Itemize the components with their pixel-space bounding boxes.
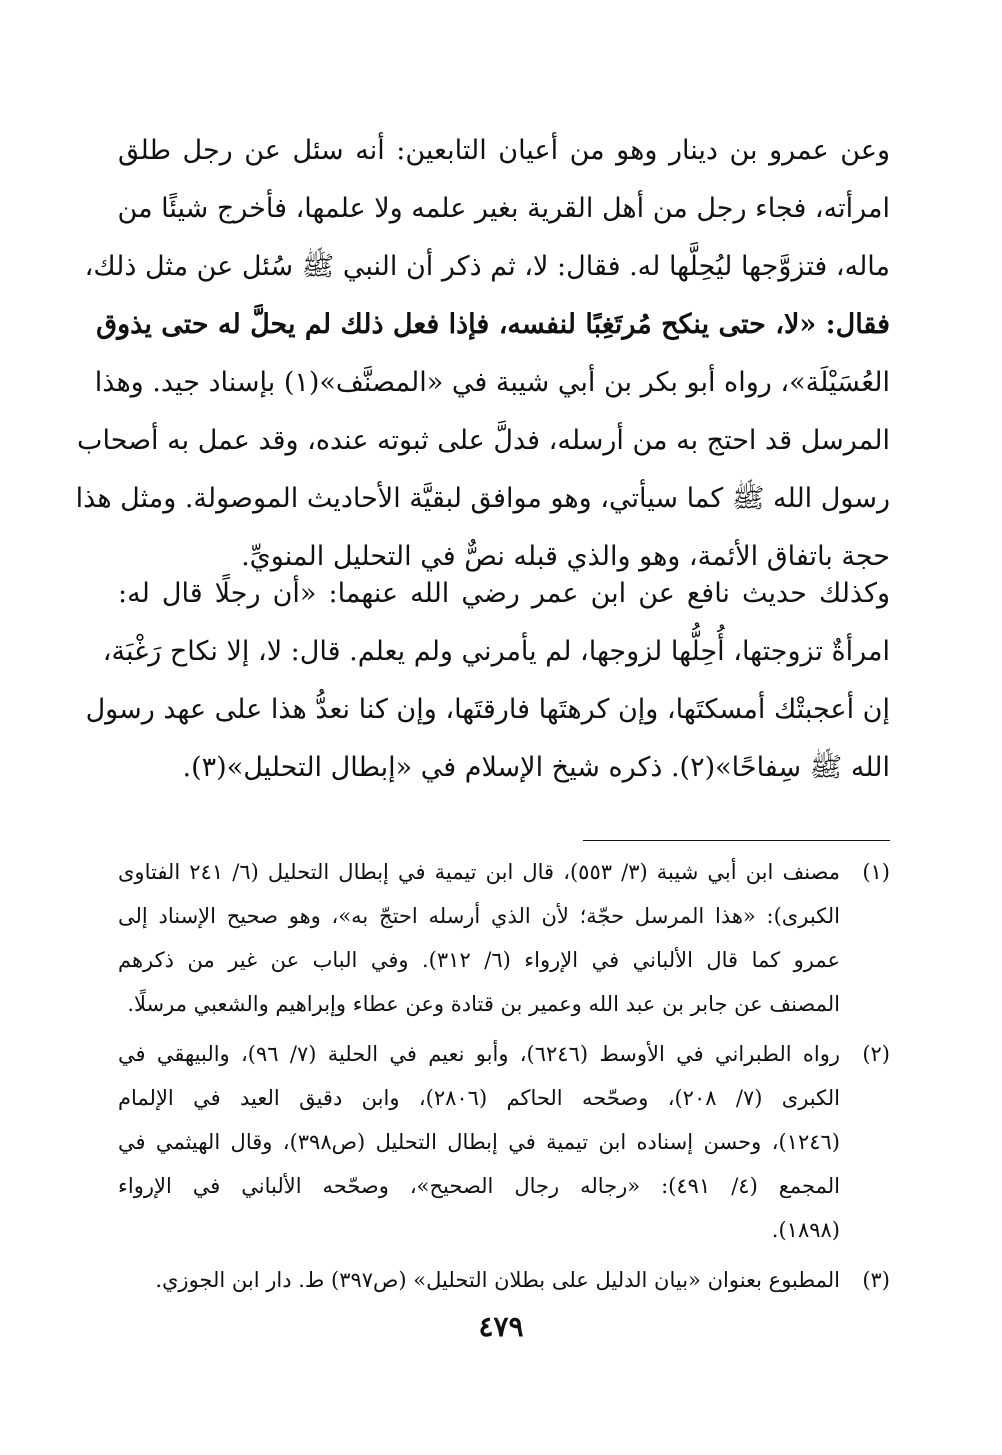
text-line: امرأةٌ تزوجتها، أُحِلُّها لزوجها، لم يأمرني ولم يعلم. قال: لا، إلا نكاح رَغْبَة، [102,636,890,667]
text-line: الله ﷺ سِفاحًا»(٢). ذكره شيخ الإسلام في «إبطال التحليل»(٣). [182,752,890,783]
footnote-line: (١٨٩٨). [771,1218,840,1242]
footnote-line: عمرو كما قال الألباني في الإرواء (٦/ ٣١٢). وفي الباب عن غير من ذكرهم [118,948,841,972]
footnote-body [118,850,840,1026]
footnote-line: الكبرى): «هذا المرسل حجّة؛ لأن الذي أرسله احتجّ به»، وهو صحيح الإسناد إلى [118,904,840,928]
text-line: العُسَيْلَة»، رواه أبو بكر بن أبي شيبة في «المصنَّف»(١) بإسناد جيد. وهذا [94,367,890,398]
hadith-line: فقال: «لا، حتى ينكح مُرتَغِبًا لنفسه، فإذا فعل ذلك لم يحلَّ له حتى يذوق [96,309,890,340]
text-line: إن أعجبتْك أمسكتَها، وإن كرهتَها فارقتَها، وإن كنا نعدُّ هذا على عهد رسول [85,694,890,725]
footnote-line: المجمع (٤/ ٤٩١): «رجاله رجال الصحيح»، وصحّحه الألباني في الإرواء [118,1174,840,1198]
footnote-number: (٣) [862,1268,890,1292]
footnote-number: (١) [862,860,890,884]
footnote-2 [118,1032,890,1252]
text-line: وعن عمرو بن دينار وهو من أعيان التابعين: أنه سئل عن رجل طلق [118,135,890,166]
footnote-3 [118,1258,890,1302]
text-line: المرسل قد احتج به من أرسله، فدلَّ على ثبوته عنده، وقد عمل به أصحاب [77,425,890,456]
text-line: وكذلك حديث نافع عن ابن عمر رضي الله عنهما: «أن رجلًا قال له: [118,578,890,609]
footnote-line: مصنف ابن أبي شيبة (٣/ ٥٥٣)، قال ابن تيمية في إبطال التحليل (٦/ ٢٤١ الفتاوى [118,860,840,884]
page-number: ٤٧٩ [478,1310,524,1343]
footnote-line: الكبرى (٧/ ٢٠٨)، وصحّحه الحاكم (٢٨٠٦)، وابن دقيق العيد في الإلمام [118,1086,840,1110]
footnote-line: المصنف عن جابر بن عبد الله وعمير بن قتادة وعن عطاء وإبراهيم والشعبي مرسلًا. [127,992,840,1016]
footnote-number: (٢) [862,1042,890,1066]
footnote-line: المطبوع بعنوان «بيان الدليل على بطلان التحليل» (ص٣٩٧) ط. دار ابن الجوزي. [155,1268,840,1292]
paragraph-amr-ibn-dinar [75,122,890,586]
footnote-body [118,1032,840,1252]
footnote-line: (١٢٤٦)، وحسن إسناده ابن تيمية في إبطال التحليل (ص٣٩٨)، وقال الهيثمي في [118,1130,840,1154]
text-line: رسول الله ﷺ كما سيأتي، وهو موافق لبقيَّة الأحاديث الموصولة. ومثل هذا [75,483,890,514]
footnote-separator [583,840,890,841]
text-line: امرأته، فجاء رجل من أهل القرية بغير علمه ولا علمها، فأخرج شيئًا من [117,193,890,224]
paragraph-nafi-ibn-umar [85,565,890,797]
text-line: حجة باتفاق الأئمة، وهو والذي قبله نصٌّ في التحليل المنويِّ. [241,541,890,572]
footnote-line: رواه الطبراني في الأوسط (٦٢٤٦)، وأبو نعيم في الحلية (٧/ ٩٦)، والبيهقي في [118,1042,840,1066]
text-line: ماله، فتزوَّجها ليُحِلَّها له. فقال: لا، ثم ذكر أن النبي ﷺ سُئل عن مثل ذلك، [84,251,890,282]
footnote-body [118,1258,840,1302]
footnote-1 [118,850,890,1026]
